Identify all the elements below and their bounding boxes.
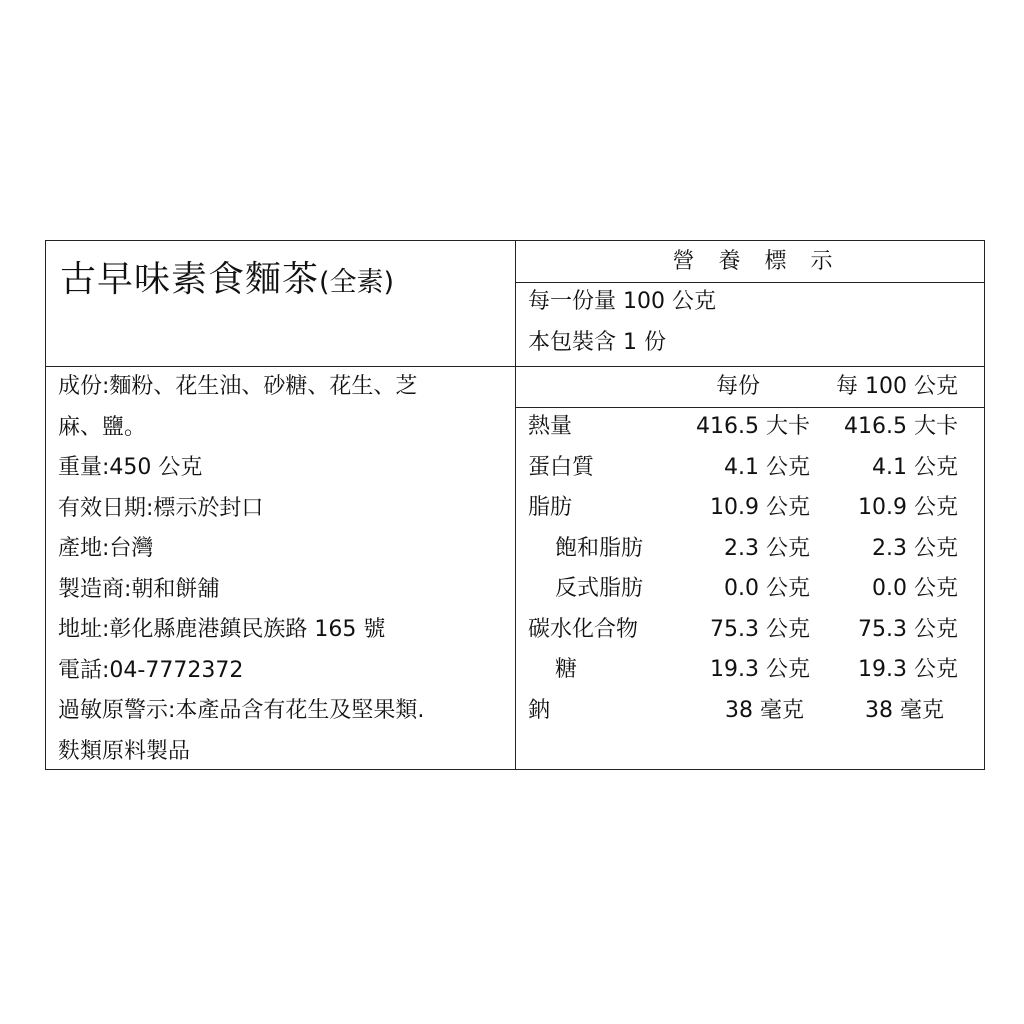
info-line: 麩類原料製品 (58, 738, 191, 764)
value-per-100g: 0.0 公克 (872, 576, 958, 601)
value-per-100g: 19.3 公克 (858, 657, 958, 682)
product-title (60, 251, 394, 302)
value-per-serving: 416.5 大卡 (696, 414, 810, 439)
nutrient-name: 糖 (555, 657, 578, 682)
product-name: 古早味素食麵茶 (60, 259, 320, 300)
nutrient-name: 脂肪 (528, 495, 573, 520)
product-tag: (全素) (319, 267, 395, 298)
value-per-serving: 75.3 公克 (710, 616, 810, 642)
value-per-serving: 0.0 公克 (724, 576, 810, 601)
info-line: 產地:台灣 (58, 536, 154, 561)
nutrient-name: 反式脂肪 (555, 576, 644, 601)
nutrition-header: 營養標示 (672, 249, 857, 274)
value-per-serving: 10.9 公克 (710, 495, 810, 520)
value-per-serving: 4.1 公克 (724, 454, 810, 480)
product-info (58, 367, 508, 772)
value-per-serving: 19.3 公克 (710, 657, 810, 682)
nutrition-row (515, 529, 984, 570)
info-line: 電話:04-7772372 (58, 657, 244, 683)
nutrition-row (515, 488, 984, 529)
nutrition-rows (515, 407, 984, 731)
value-per-100g: 4.1 公克 (872, 454, 958, 480)
value-per-100g: 416.5 大卡 (844, 414, 958, 439)
nutrition-row (515, 569, 984, 610)
nutrition-row (515, 448, 984, 489)
value-per-100g: 10.9 公克 (858, 495, 958, 520)
column-per-100g: 每 100 公克 (836, 374, 958, 399)
info-line: 有效日期:標示於封口 (58, 495, 264, 521)
nutrient-name: 熱量 (528, 414, 573, 439)
nutrient-name: 鈉 (528, 697, 551, 723)
serving-size: 每一份量 100 公克 (528, 289, 716, 314)
nutrition-label (45, 240, 985, 770)
nutrition-row (515, 610, 984, 651)
nutrition-row (515, 691, 984, 732)
nutrient-name: 飽和脂肪 (555, 535, 644, 561)
info-line: 過敏原警示:本產品含有花生及堅果類. (58, 698, 425, 723)
nutrient-name: 碳水化合物 (528, 616, 639, 642)
info-line: 成份:麵粉、花生油、砂糖、花生、芝 (58, 374, 418, 399)
value-per-serving: 2.3 公克 (724, 535, 810, 561)
nutrition-row (515, 407, 984, 448)
header-divider (515, 282, 984, 283)
info-line: 地址:彰化縣鹿港鎮民族路 165 號 (58, 617, 386, 642)
info-line: 製造商:朝和餅舖 (58, 576, 220, 602)
value-per-100g: 2.3 公克 (872, 535, 958, 561)
column-per-serving: 每份 (716, 374, 761, 399)
value-per-serving: 38 毫克 (725, 697, 804, 723)
value-per-100g: 38 毫克 (865, 697, 944, 723)
nutrition-row (515, 650, 984, 691)
nutrient-name: 蛋白質 (528, 454, 595, 480)
info-line: 重量:450 公克 (58, 455, 203, 480)
info-line: 麻、鹽。 (58, 414, 147, 440)
servings-per-pack: 本包裝含 1 份 (528, 330, 666, 355)
value-per-100g: 75.3 公克 (858, 616, 958, 642)
